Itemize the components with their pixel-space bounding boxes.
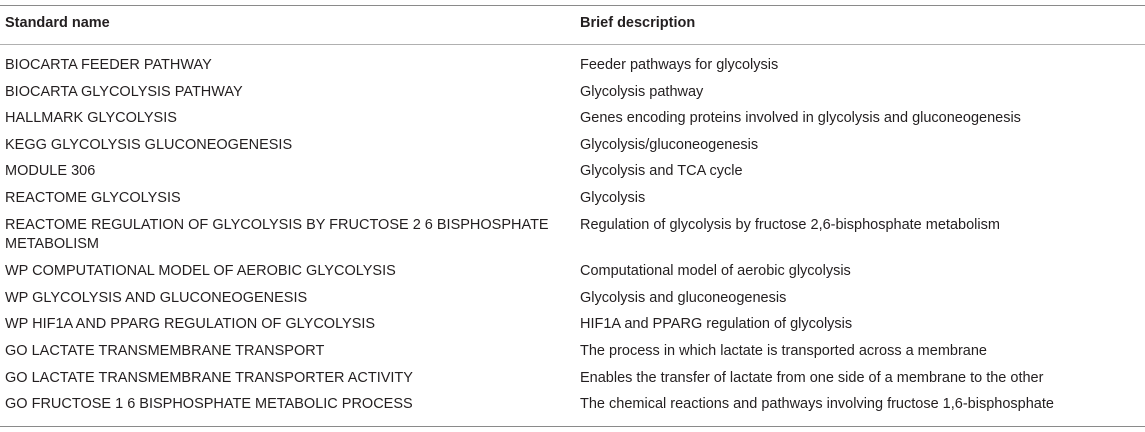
description-cell: Glycolysis and TCA cycle	[580, 163, 743, 180]
description-cell: Glycolysis	[580, 189, 646, 206]
standard-name-cell: HALLMARK GLYCOLYSIS	[5, 110, 177, 127]
standard-name-cell: KEGG GLYCOLYSIS GLUCONEOGENESIS	[5, 136, 293, 153]
description-cell: Genes encoding proteins involved in glycolysis and gluconeogenesis	[580, 110, 1021, 127]
standard-name-cell: WP HIF1A AND PPARG REGULATION OF GLYCOLYSIS	[5, 316, 376, 333]
standard-name-cell: MODULE 306	[5, 163, 96, 180]
description-cell: Regulation of glycolysis by fructose 2,6-bisphosphate metabolism	[580, 216, 1000, 233]
table-body	[0, 53, 1145, 419]
standard-name-cell: WP COMPUTATIONAL MODEL OF AEROBIC GLYCOLYSIS	[5, 263, 396, 280]
table-bottom-rule	[0, 426, 1145, 427]
table-row	[0, 159, 1145, 186]
standard-name-cell: REACTOME GLYCOLYSIS	[5, 189, 181, 206]
table-row	[0, 339, 1145, 366]
table-row	[0, 259, 1145, 286]
standard-name-cell: GO LACTATE TRANSMEMBRANE TRANSPORTER ACTIVITY	[5, 369, 413, 386]
table-row	[0, 286, 1145, 313]
table-row	[0, 213, 1145, 260]
description-cell: The chemical reactions and pathways involving fructose 1,6-bisphosphate	[580, 396, 1054, 413]
header-standard-name: Standard name	[5, 15, 110, 31]
table-row	[0, 366, 1145, 393]
table-row	[0, 392, 1145, 419]
standard-name-cell: GO FRUCTOSE 1 6 BISPHOSPHATE METABOLIC PROCESS	[5, 396, 413, 413]
description-cell: Computational model of aerobic glycolysis	[580, 263, 851, 280]
standard-name-cell: GO LACTATE TRANSMEMBRANE TRANSPORT	[5, 342, 325, 359]
header-brief-description: Brief description	[580, 15, 696, 31]
standard-name-cell: WP GLYCOLYSIS AND GLUCONEOGENESIS	[5, 289, 308, 306]
table-header-rule	[0, 44, 1145, 45]
table-row	[0, 312, 1145, 339]
standard-name-cell: REACTOME REGULATION OF GLYCOLYSIS BY FRUCTOSE 2 6 BISPHOSPHATE METABOLISM	[5, 216, 549, 252]
standard-name-cell: BIOCARTA FEEDER PATHWAY	[5, 57, 212, 73]
table-header-row	[0, 5, 1145, 44]
description-cell: Enables the transfer of lactate from one side of a membrane to the other	[580, 369, 1044, 386]
description-cell: Glycolysis pathway	[580, 83, 704, 100]
table-row	[0, 186, 1145, 213]
description-cell: Glycolysis/gluconeogenesis	[580, 136, 759, 153]
description-cell: HIF1A and PPARG regulation of glycolysis	[580, 316, 853, 333]
standard-name-cell: BIOCARTA GLYCOLYSIS PATHWAY	[5, 83, 243, 100]
description-cell: Glycolysis and gluconeogenesis	[580, 289, 787, 306]
table-row	[0, 133, 1145, 160]
table-row	[0, 53, 1145, 80]
table-row	[0, 106, 1145, 133]
table-row	[0, 80, 1145, 107]
description-cell: The process in which lactate is transported across a membrane	[580, 342, 987, 359]
description-cell: Feeder pathways for glycolysis	[580, 57, 779, 73]
